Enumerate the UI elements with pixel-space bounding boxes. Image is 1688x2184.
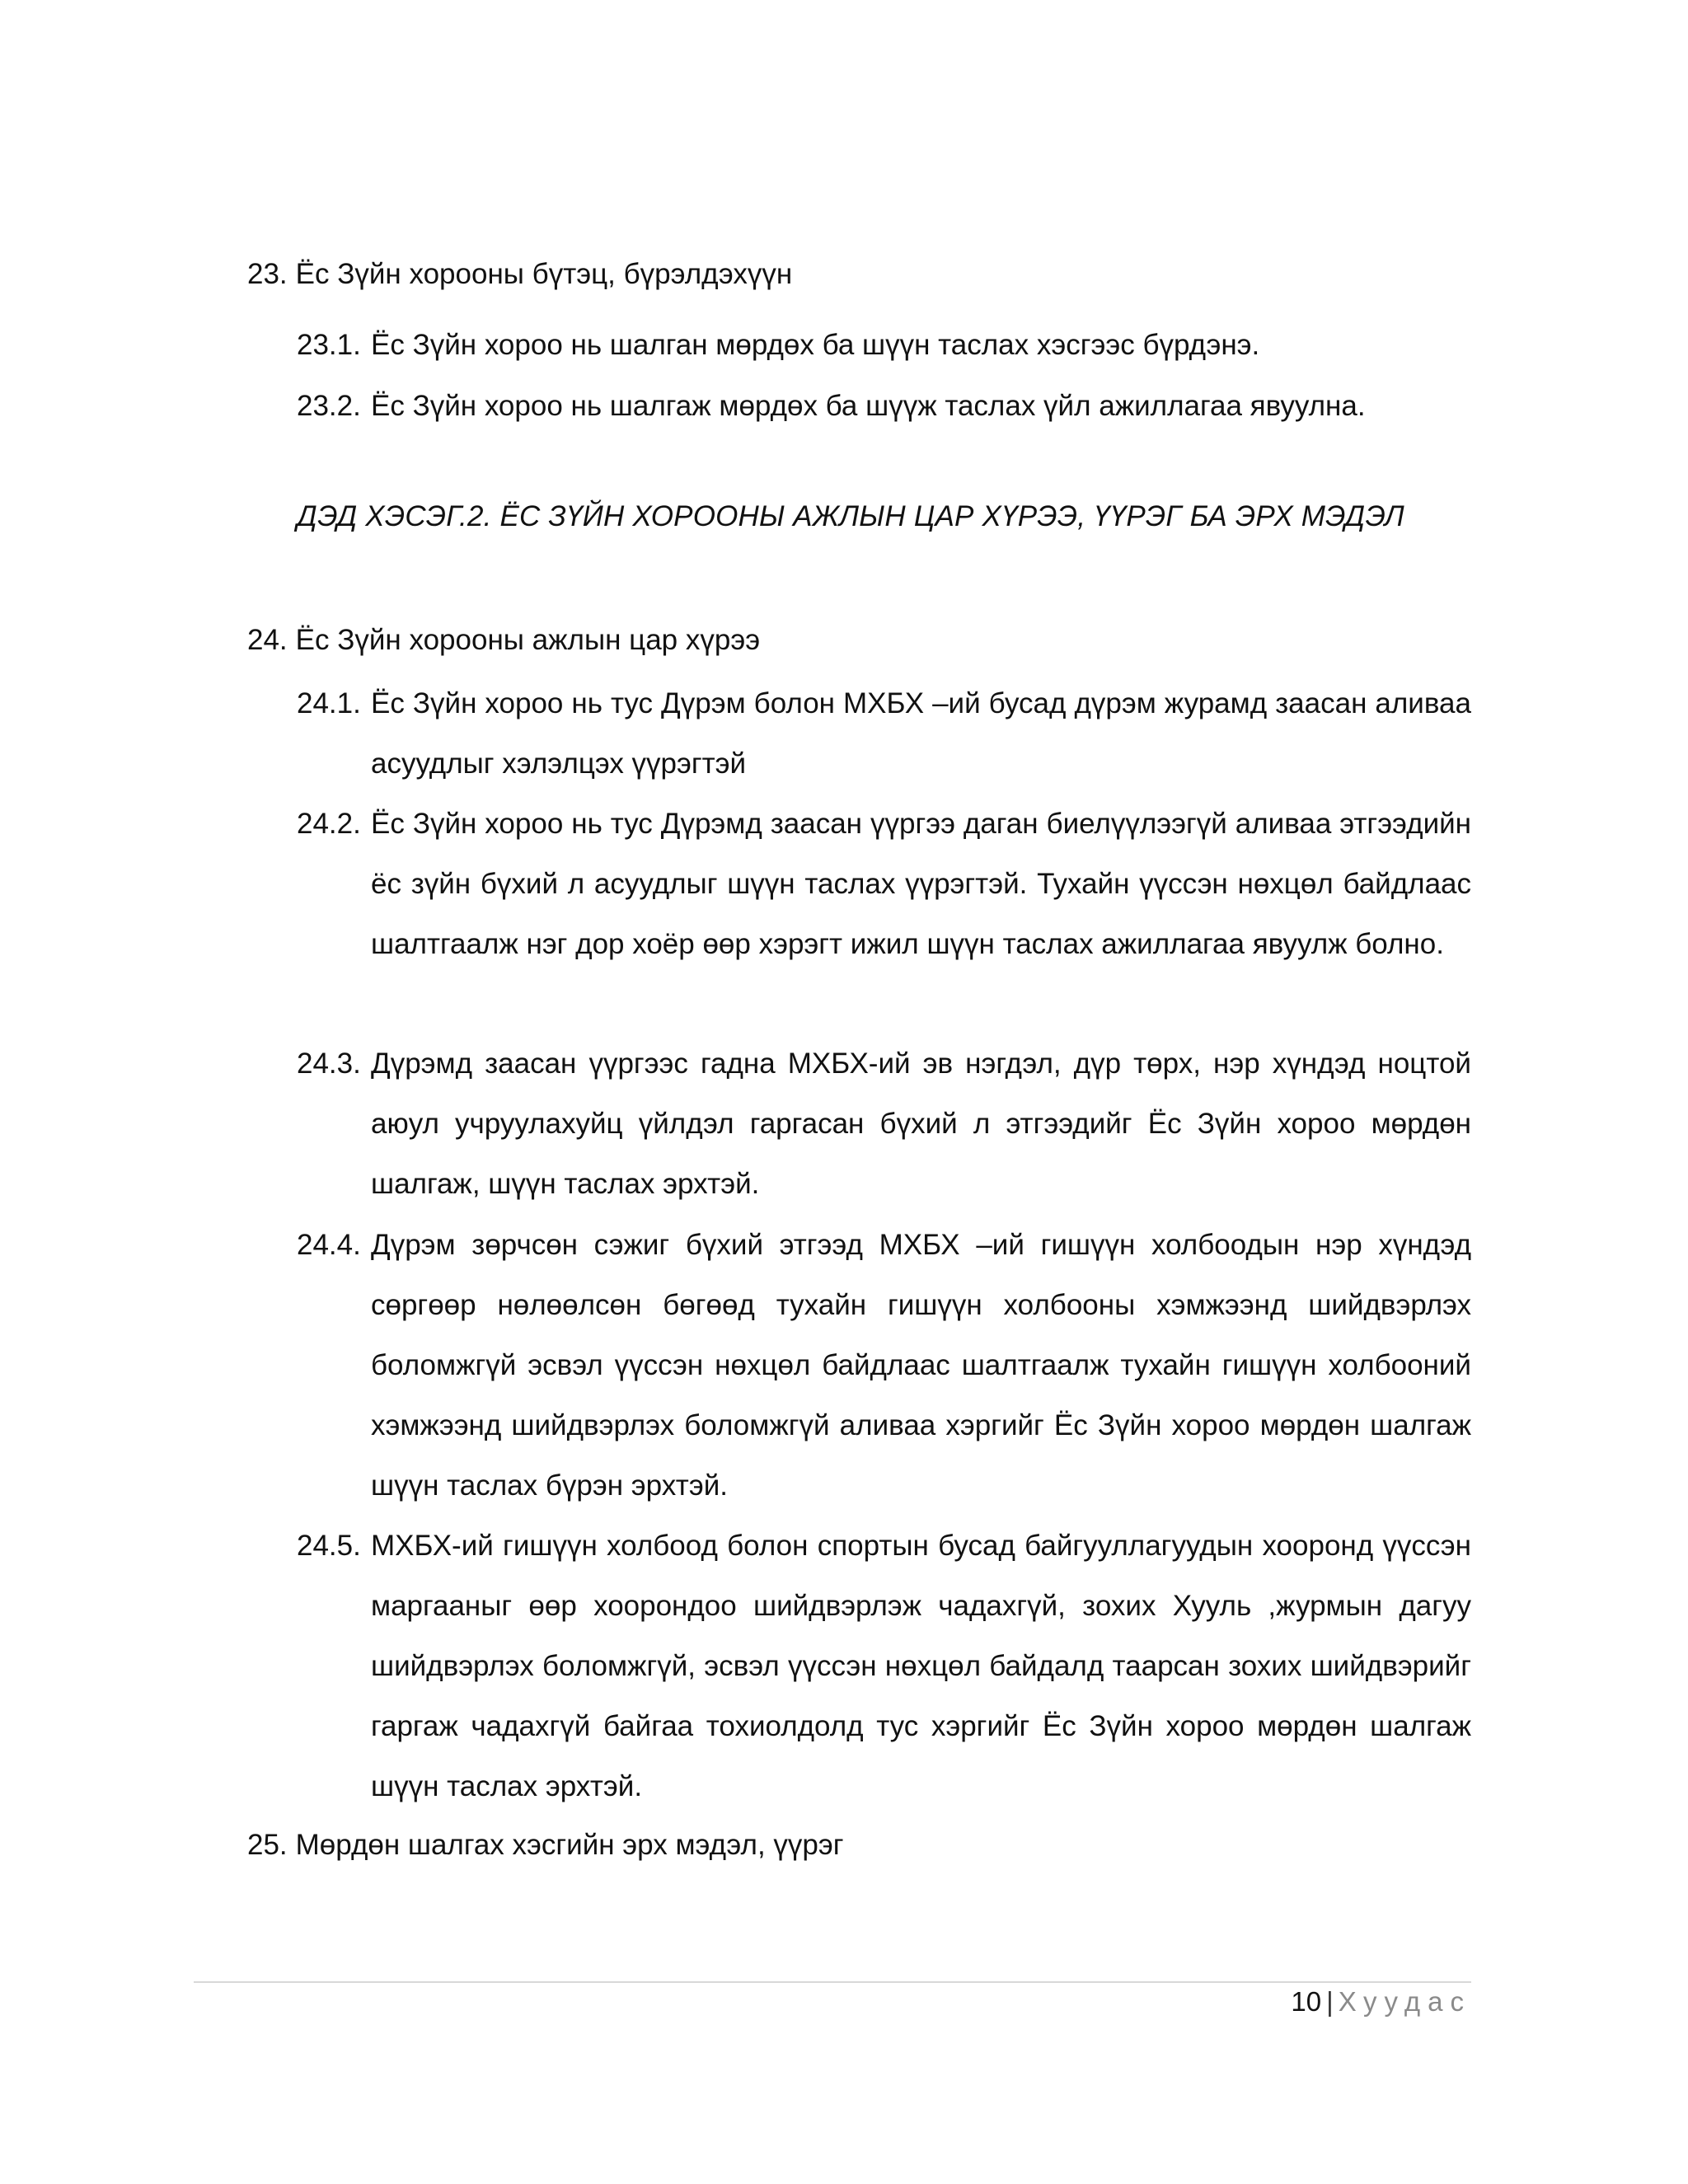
clause-text: Ёс Зүйн хороо нь тус Дүрэмд заасан үүргээ даган биелүүлээгүй аливаа этгээдийн ёс зүйн бүхий л асуудлыг шүүн таслах үүрэгтэй. Тухайн үүссэн нөхцөл байдлаас шалтгаалж нэг дор хоёр өөр хэрэгт ижил шүүн таслах ажиллагаа явуулж болно. xyxy=(371,808,1471,960)
article-23-heading xyxy=(247,255,792,294)
clause-24-4 xyxy=(297,1215,1471,1516)
clause-number: 24.2. xyxy=(297,808,361,840)
article-25-heading xyxy=(247,1825,844,1865)
article-title: Ёс Зүйн хорооны ажлын цар хүрээ xyxy=(295,624,761,656)
clause-text: МХБХ-ий гишүүн холбоод болон спортын бусад байгууллагуудын хооронд үүссэн маргааныг өөр хоорондоо шийдвэрлэж чадахгүй, зохих Хууль ,журмын дагуу шийдвэрлэх боломжгүй, эсвэл үүссэн нөхцөл байдалд таарсан зохих шийдвэрийг гаргаж чадахгүй байгаа тохиолдолд тус хэргийг Ёс Зүйн хороо мөрдөн шалгаж шүүн таслах эрхтэй. xyxy=(371,1530,1471,1802)
article-title: Ёс Зүйн хорооны бүтэц, бүрэлдэхүүн xyxy=(295,258,793,290)
clause-number: 24.3. xyxy=(297,1047,361,1080)
clause-text: Ёс Зүйн хороо нь шалган мөрдөх ба шүүн таслах хэсгээс бүрдэнэ. xyxy=(371,329,1260,361)
clause-24-2 xyxy=(297,794,1471,974)
article-number: 24. xyxy=(247,624,288,656)
clause-number: 24.1. xyxy=(297,687,361,719)
clause-number: 23.1. xyxy=(297,329,361,361)
clause-number: 24.4. xyxy=(297,1229,361,1261)
clause-24-3 xyxy=(297,1033,1471,1214)
clause-text: Дүрэм зөрчсөн сэжиг бүхий этгээд МХБХ –ий гишүүн холбоодын нэр хүндэд сөргөөр нөлөөлсөн бөгөөд тухайн гишүүн холбооны хэмжээнд шийдвэрлэх боломжгүй эсвэл үүссэн нөхцөл байдлаас шалтгаалж тухайн гишүүн холбооний хэмжээнд шийдвэрлэх боломжгүй аливаа хэргийг Ёс Зүйн хороо мөрдөн шалгаж шүүн таслах бүрэн эрхтэй. xyxy=(371,1229,1471,1502)
footer-divider xyxy=(194,1981,1471,1983)
article-number: 23. xyxy=(247,258,288,290)
subsection-title: ДЭД ХЭСЭГ.2. ЁС ЗҮЙН ХОРООНЫ АЖЛЫН ЦАР ХҮРЭЭ, ҮҮРЭГ БА ЭРХ МЭДЭЛ xyxy=(297,500,1404,532)
clause-23-2 xyxy=(297,376,1471,436)
article-title: Мөрдөн шалгах хэсгийн эрх мэдэл, үүрэг xyxy=(295,1829,844,1861)
page-footer xyxy=(1291,1984,1471,2020)
clause-text: Ёс Зүйн хороо нь шалгаж мөрдөх ба шүүж таслах үйл ажиллагаа явуулна. xyxy=(371,390,1366,422)
clause-number: 23.2. xyxy=(297,390,361,422)
article-number: 25. xyxy=(247,1829,288,1861)
clause-number: 24.5. xyxy=(297,1530,361,1562)
clause-text: Дүрэмд заасан үүргээс гадна МХБХ-ий эв нэгдэл, дүр төрх, нэр хүндэд ноцтой аюул учруулахуйц үйлдэл гаргасан бүхий л этгээдийг Ёс Зүйн хороо мөрдөн шалгаж, шүүн таслах эрхтэй. xyxy=(371,1047,1471,1200)
clause-23-1 xyxy=(297,315,1471,375)
clause-text: Ёс Зүйн хороо нь тус Дүрэм болон МХБХ –ий бусад дүрэм журамд заасан аливаа асуудлыг хэлэлцэх үүрэгтэй xyxy=(371,687,1471,780)
page-number: 10 xyxy=(1291,1986,1322,2017)
clause-24-5 xyxy=(297,1516,1471,1816)
footer-separator: | xyxy=(1326,1986,1334,2017)
page-label: Хуудас xyxy=(1338,1986,1471,2017)
clause-24-1 xyxy=(297,673,1471,794)
article-24-heading xyxy=(247,621,760,660)
